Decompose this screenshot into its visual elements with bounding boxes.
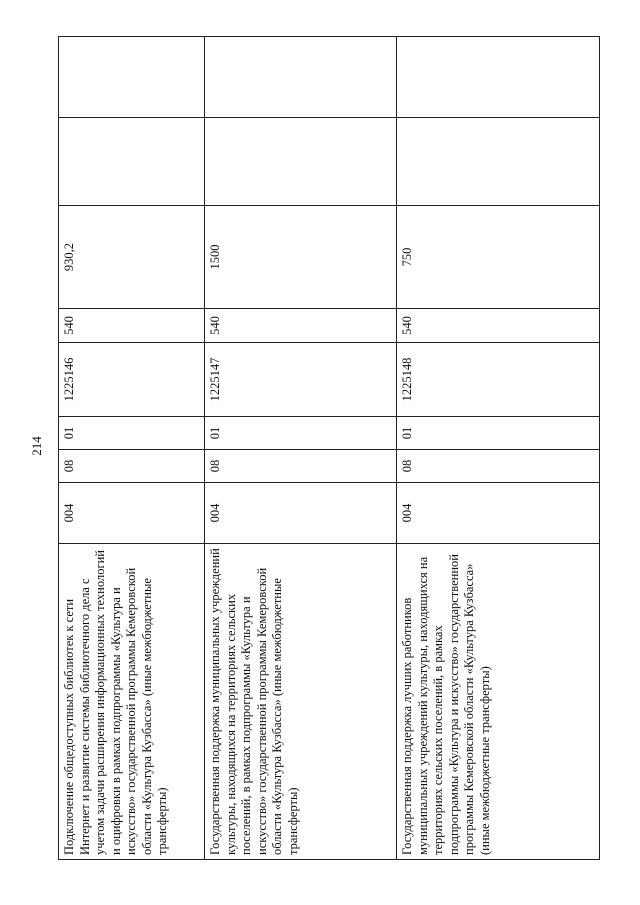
row-ministry-code: 004 xyxy=(205,483,397,544)
row-description: Государственная поддержка лучших работников муниципальных учреждений культуры, находящихся на территориях сельских поселений, в рамках подпрограммы «Культура и искусство» государственной программы Кемеровской области «Культура Кузбасса» (иные межбюджетные трансферты) xyxy=(397,544,600,860)
row-expense-type: 540 xyxy=(397,309,600,343)
row-section: 08 xyxy=(397,450,600,483)
budget-table-container xyxy=(58,37,599,860)
row-expense-type: 540 xyxy=(205,309,397,343)
row-expense-type: 540 xyxy=(59,309,205,343)
row-amount-2 xyxy=(205,118,397,206)
row-subsection: 01 xyxy=(397,417,600,450)
row-amount-2 xyxy=(59,118,205,206)
row-ministry-code: 004 xyxy=(397,483,600,544)
budget-table xyxy=(58,36,600,860)
row-subsection: 01 xyxy=(59,417,205,450)
table-row xyxy=(205,37,397,860)
row-target-article: 1225148 xyxy=(397,343,600,417)
row-amount: 750 xyxy=(397,206,600,309)
row-amount-3 xyxy=(59,37,205,118)
row-subsection: 01 xyxy=(205,417,397,450)
page-number xyxy=(28,430,46,460)
row-section: 08 xyxy=(205,450,397,483)
row-target-article: 1225147 xyxy=(205,343,397,417)
row-target-article: 1225146 xyxy=(59,343,205,417)
table-row xyxy=(59,37,205,860)
row-section: 08 xyxy=(59,450,205,483)
table-row xyxy=(397,37,600,860)
row-description: Подключение общедоступных библиотек к сети Интернет и развитие системы библиотечного дела с учетом задачи расширения информационных технологий и оцифровки в рамках подпрограммы «Культура и искусство» государственной программы Кемеровской области «Культура Кузбасса» (иные межбюджетные трансферты) xyxy=(59,544,205,860)
page-number-text: 214 xyxy=(29,436,44,456)
row-amount: 930,2 xyxy=(59,206,205,309)
row-description: Государственная поддержка муниципальных учреждений культуры, находящихся на территориях сельских поселений, в рамках подпрограммы «Культура и искусство» государственной программы Кемеровской области «Культура Кузбасса» (иные межбюджетные трансферты) xyxy=(205,544,397,860)
row-amount-3 xyxy=(397,37,600,118)
budget-table-rotated xyxy=(58,37,599,860)
row-ministry-code: 004 xyxy=(59,483,205,544)
row-amount-2 xyxy=(397,118,600,206)
row-amount: 1500 xyxy=(205,206,397,309)
row-amount-3 xyxy=(205,37,397,118)
